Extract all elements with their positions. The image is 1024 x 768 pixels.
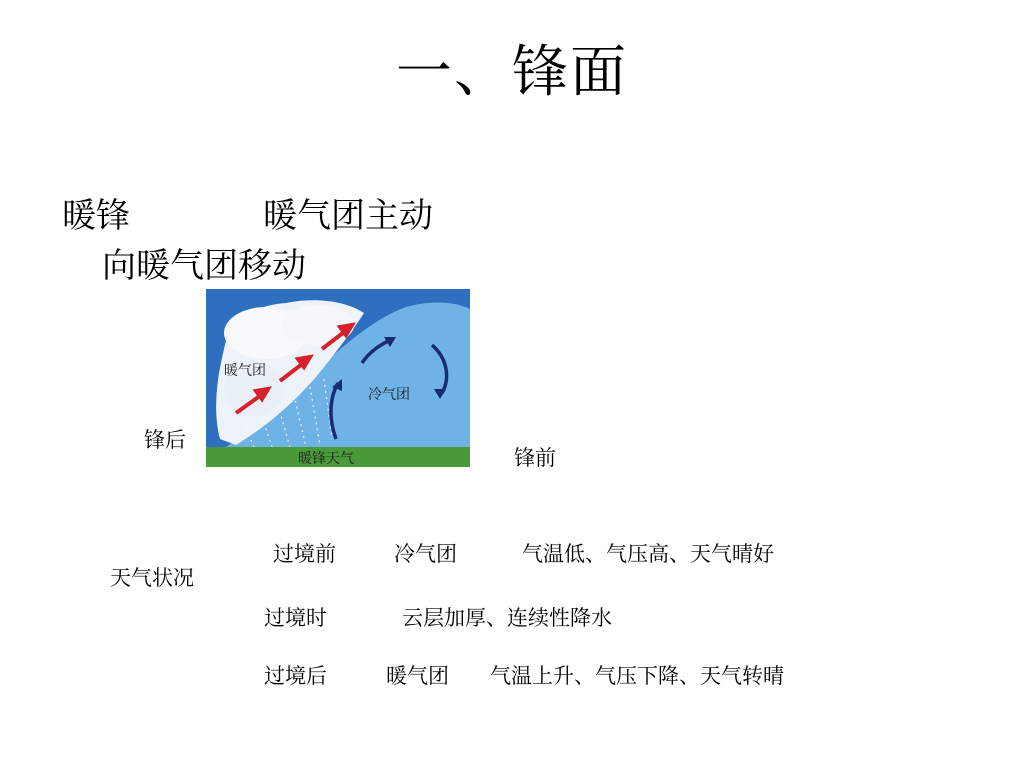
warm-air-label: 暖气团	[224, 363, 266, 379]
warm-front-term: 暖锋	[62, 196, 130, 236]
weather-heading: 天气状况	[110, 566, 194, 590]
diagram-caption: 暖锋天气	[298, 451, 354, 467]
row-after-conditions: 气温上升、气压下降、天气转晴	[490, 664, 784, 688]
row-during-stage: 过境时	[264, 606, 327, 630]
warm-front-diagram-svg	[206, 289, 470, 467]
ahead-front-label: 锋前	[514, 446, 556, 470]
row-after-stage: 过境后	[264, 664, 327, 688]
slide-title: 一、锋面	[396, 40, 628, 105]
behind-front-label: 锋后	[144, 428, 186, 452]
cold-air-label: 冷气团	[368, 387, 410, 403]
warm-front-diagram	[206, 289, 470, 467]
row-after-air-mass: 暖气团	[386, 664, 449, 688]
warm-front-description: 暖气团主动	[263, 196, 433, 236]
row-during-conditions: 云层加厚、连续性降水	[402, 606, 612, 630]
warm-front-description-cont: 向暖气团移动	[102, 246, 306, 286]
row-before-conditions: 气温低、气压高、天气晴好	[522, 542, 774, 566]
row-before-stage: 过境前	[273, 542, 336, 566]
row-before-air-mass: 冷气团	[394, 542, 457, 566]
